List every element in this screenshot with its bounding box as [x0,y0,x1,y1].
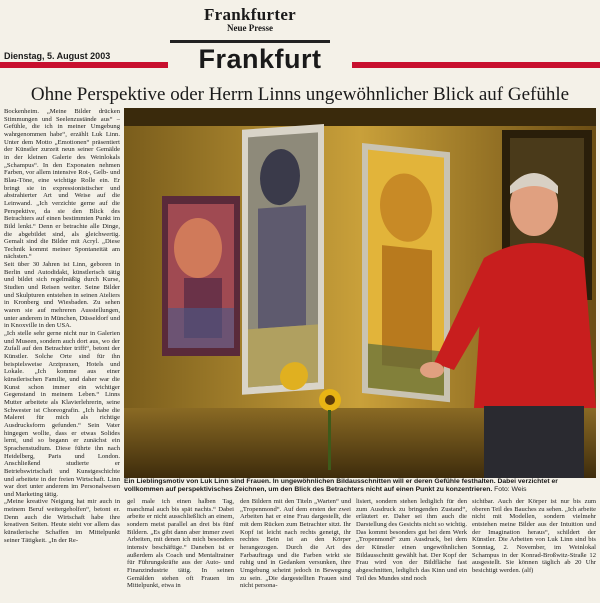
article-column-1 [4,108,120,600]
paragraph: „Meine kreative Neigung hat mir auch in meinem Beruf weitergeholfen“, betont er. Denn auch die Wirtschaft habe ihre kreativen Seiten. Heute steht vor allem das künstlerische Schaffen im Mittelpunkt seiner Tätigkeit. „In der Re- [4,498,120,544]
newspaper-subtitle: Neue Presse [226,23,274,33]
article-column-4: lisiert, sondern stehen lediglich für den zum Ausdruck zu bringenden Zustand“, erläutert er. Daher sei ihm auch die Darstellung des Gesichts nicht so wichtig. Das kommt besonders gut bei dem Werk „Tropenmond“ zum Ausdruck, bei dem der Künstler einen ungewöhnlichen Bildausschnitt gewählt hat. Der Kopf der Frau wird von der Bildfläche fast abgeschnitten, lediglich das Kinn und ein Teil des Mundes sind noch [356,498,467,582]
article-photo [124,108,596,478]
newspaper-name: Frankfurter [203,5,297,24]
caption-text: Ein Lieblingsmotiv von Luk Linn sind Frauen. In ungewöhnlichen Bildausschnitten will er deren Gefühle festhalten. Dabei verzichtet er vollkommen auf perspektivisches Zeichnen, um den Blick des Betrachters nicht auf einen Punkt zu konzentrieren. [124,478,558,493]
article-column-3: den Bildern mit den Titeln „Warten“ und „Tropenmond“. Auf dem ersten der zwei Arbeiten hat er eine Frau dargestellt, die mit dem Rücken zum Betrachter sitzt. Ihr Kopf ist leicht nach rechts geneigt, ihr rechtes Bein ist an den Körper herangezogen. Durch die Art des Farbauftrags und die Farben wirkt sie ruhig und in Gedanken versunken, ihre Umgebung scheint jedoch in Bewegung zu sein. „Die dargestellten Frauen sind nicht persona- [240,498,351,590]
article-headline: Ohne Perspektive oder Herrn Linns ungewöhnlicher Blick auf Gefühle [30,84,570,105]
article-column-2: gel male ich einen halben Tag, manchmal auch bis spät nachts.“ Dabei arbeite er nicht ausschließlich an einem, sondern meist parallel an drei bis fünf Bildern. „Es gibt dann aber immer zwei Arbeiten, mit denen ich mich besonders intensiv beschäftige.“ Daneben ist er außerdem als Coach und Mentaltrainer für Führungskräfte aus der Auto- und Finanzindustrie tätig. In seinen Gemälden stehen oft Frauen im Mittelpunkt, etwa in [127,498,234,590]
photo-caption [124,478,596,494]
photo-credit: Foto: Weis [494,486,527,493]
newspaper-masthead [170,6,330,33]
red-bar-left [0,62,168,68]
article-column-5: sichtbar. Auch der Körper ist nur bis zum oberen Teil des Bauches zu sehen. „Ich arbeite nicht mit Modellen, sondern vielmehr entstehen meine Bilder aus der Intuition und der Imagination heraus“, schildert der Künstler. Die Arbeiten von Luk Linn sind bis Sonntag, 2. November, im Weinlokal Schampus in der Konrad-Broßwitz-Straße 12 ausgestellt. Sie können täglich ab 20 Uhr besichtigt werden. (alf) [472,498,596,574]
section-title: Frankfurt [198,44,322,74]
dateline: Dienstag, 5. August 2003 [4,51,111,61]
paragraph: Seit über 30 Jahren ist Linn, geboren in Berlin und Autodidakt, künstlerisch tätig und bildet sich regelmäßig durch Kurse, Studien und Reisen weiter. Seine Bilder und Skulpturen entstehen in seinen Ateliers in Kronberg und Wiesbaden. Zu sehen waren sie auf mehreren Ausstellungen, unter anderem in München, Düsseldorf und in Knoxville in den USA. [4,261,120,330]
painting-middle [242,124,324,395]
paragraph: „Ich stelle sehr gerne nicht nur in Galerien und Museen, sondern auch dort aus, wo der Zufall auf den Betrachter trifft“, betont der Künstler. Solche Orte sind für ihn beispielsweise Arztpraxen, Hotels und Lokale. „Ich komme aus einer künstlerischen Familie, und daher war die Kunst schon immer ein wichtiger Gegenstand in meinem Leben.“ Linns Mutter arbeitete als Klavierlehrerin, seine Schwester ist Choreografin. „Ich habe die Malerei für mich als richtige Ausdrucksform gefunden.“ Sein Vater hingegen wollte, dass er etwas Solides lernt, und so begann er zunächst ein Sprachenstudium. Diese führte ihn nach Heidelberg, Paris und London. Anschließend studierte er Betriebswirtschaft und Kunstgeschichte und arbeitete in der freien Wirtschaft. Linn war dort unter anderem im Personalwesen und Marketing tätig. [4,330,120,498]
paragraph: Bockenheim. „Meine Bilder drücken Stimmungen und Seelenzustände aus“ – Gefühle, die ich in meiner Umgebung wahrgenommen habe“, erzählt Luk Linn. Unter dem Motto „Emotionen“ präsentiert der Künstler zurzeit neun seiner Gemälde in der kleinen Galerie des Weinlokals „Schampus“. In den Exponaten nehmen Farben, vor allem intensive Rot-, Gelb- und Blau-Töne, eine wichtige Rolle ein. Er bringt sie in expressionistischer und abstrahierter Art und Weise auf die Leinwand. „Ich verzichte gerne auf die Perspektive, da sie den Blick des Betrachters auf einen bestimmten Punkt im Bild lenkt.“ Denn er betrachte alle Dinge, die abgebildet sind, als gleichwertig. Gemalt sind die Bilder mit Acryl. „Diese Technik kommt meiner Spontaneität am nächsten.“ [4,108,120,261]
red-bar-right [352,62,600,68]
painting-left [162,196,240,356]
masthead-rule [170,40,330,43]
